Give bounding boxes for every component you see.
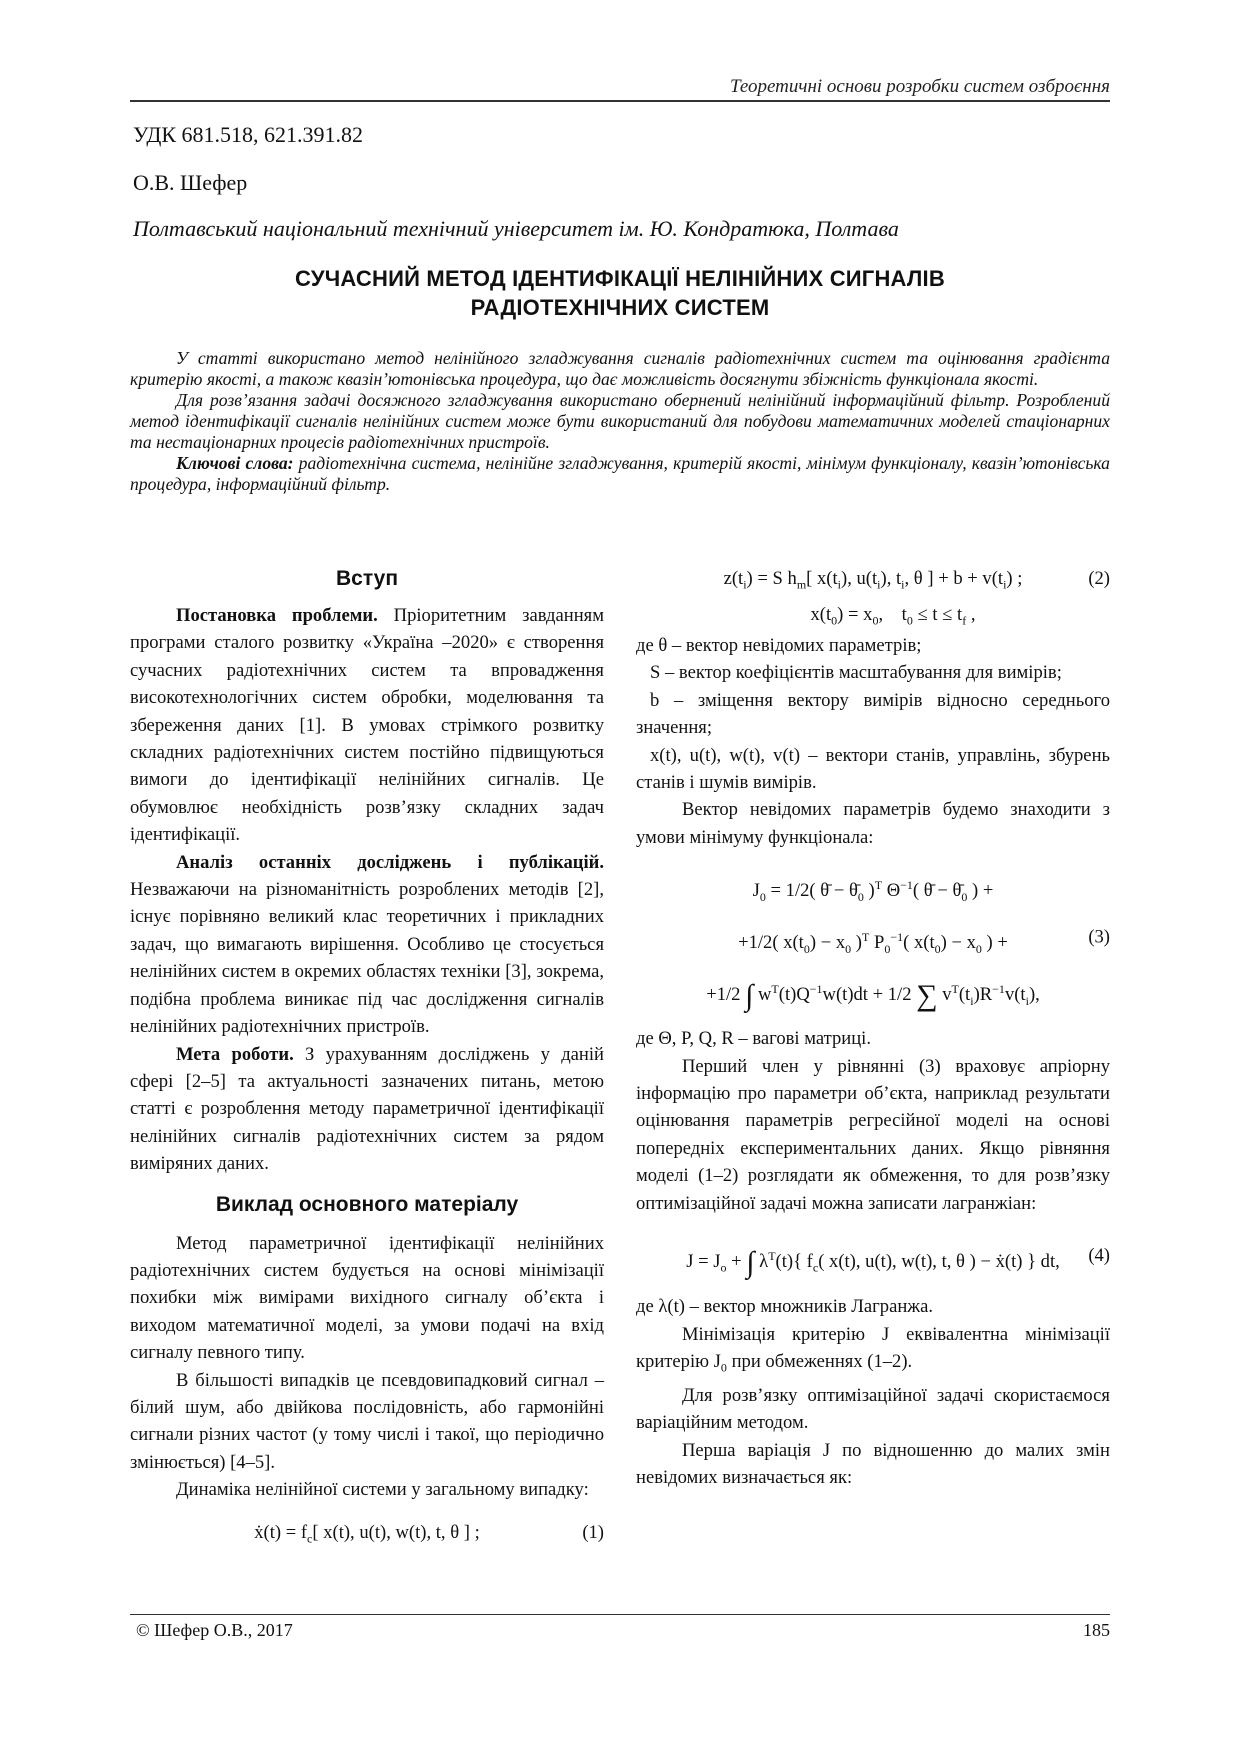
equation-3-line-3: +1/2 ∫ $w^T(t)Q^{-1}w(t)dt + 1/2$ ∑ $v^T(t_i)R^{-1}v(t_i)$, — [706, 979, 1040, 1013]
keywords-label: Ключові слова: — [176, 453, 294, 473]
variation-paragraph: Для розв’язку оптимізаційної задачі скористаємося варіаційним методом. — [636, 1385, 1110, 1434]
analysis-text: Незважаючи на різноманітність розроблених методів [2], існує порівняно великий клас теоретичних і прикладних задач, що вимагають вирішення. Особливо це стосується нелінійних систем в окремих областях техніки [3], зокрема, подібна проблема виникає під час дослідження сигналів нелінійних радіотехнічних пристроїв. — [130, 879, 604, 1038]
equation-3 — [636, 859, 1110, 1015]
minimization-paragraph: Мінімізація критерію J еквівалентна мінімізації критерію $J_0$ при обмеженнях (1–2). — [636, 1323, 1111, 1375]
equation-2-number: (2) — [1088, 568, 1110, 589]
keywords-text: радіотехнічна система, нелінійне згладжування, критерій якості, мінімум функціоналу, квазін’ютонівська процедура, інформаційний фільтр. — [130, 453, 1110, 494]
article-title — [130, 264, 1110, 322]
method-paragraph: Метод параметричної ідентифікації нелінійних радіотехнічних систем будується на основі мінімізації похибки між вимірами вихідного сигналу об’єкта і виходом математичної моделі, за умови подачі на вхід сигналу певного типу. — [130, 1232, 604, 1364]
problem-label: Постановка проблеми. — [176, 605, 378, 626]
problem-statement — [130, 602, 604, 849]
first-term-paragraph: Перший член у рівнянні (3) враховує апріорну інформацію про параметри об’єкта, наприклад результати оцінювання параметрів регресійної моделі на основі попередніх експериментальних даних. Якщо рівняння моделі (1–2) розглядати як обмеження, то для розв’язку оптимізаційної задачі можна записати лагранжіан: — [636, 1055, 1110, 1214]
analysis-label: Аналіз останніх досліджень і публікацій. — [176, 851, 604, 873]
left-column — [130, 566, 604, 1550]
equation-2-body: $z(t_i) = S$ $h_m$[ $x(t_i)$, $u(t_i)$, $t_i$, θ ] + $b + v(t_i)$ ; — [723, 568, 1023, 592]
where-lambda: де λ(t) – вектор множників Лагранжа. — [636, 1296, 934, 1318]
right-column — [636, 566, 1110, 1492]
equation-3-number: (3) — [1088, 926, 1110, 948]
equation-3-line-2: +1/2( $x(t_0) - x_0$ )$^T$ $P_0^{-1}$( $x(t_0) - x_0$ ) + — [738, 930, 1008, 957]
equation-1-number: (1) — [582, 1521, 604, 1543]
udc-code: УДК 681.518, 621.391.82 — [133, 122, 364, 147]
section-heading-main: Виклад основного матеріалу — [215, 1192, 519, 1216]
analysis-paragraph — [130, 849, 604, 1041]
running-header: Теоретичні основи розробки систем озброєння — [729, 76, 1110, 97]
abstract — [130, 348, 1110, 495]
title-line-2: РАДІОТЕХНІЧНИХ СИСТЕМ — [470, 295, 770, 320]
equation-2-initial: $x(t_0) = x_0$, $t_0 \le t \le t_f$ , — [810, 604, 976, 628]
where-s: S – вектор коефіцієнтів масштабування для вимірів; — [650, 662, 1062, 684]
equation-3-line-1: $J_0 = 1/2$( θ̄ − $\thetā_0$ )$^T$ $\Theta^{-1}$( θ̄ − $\thetā_0$ ) + — [752, 878, 994, 905]
author-affiliation: Полтавський національний технічний університет ім. Ю. Кондратюка, Полтава — [133, 216, 899, 241]
equation-4 — [636, 1225, 1110, 1287]
equation-1 — [130, 1516, 604, 1550]
equation-2 — [636, 560, 1110, 598]
title-line-1: СУЧАСНИЙ МЕТОД ІДЕНТИФІКАЦІЇ НЕЛІНІЙНИХ СИГНАЛІВ — [295, 266, 945, 291]
first-variation-paragraph: Перша варіація J по відношенню до малих змін невідомих визначається як: — [636, 1439, 1110, 1489]
goal-text: З урахуванням досліджень у даній сфері [2–5] та актуальності зазначених питань, метою статті є розроблення методу параметричної ідентифікації нелінійних сигналів радіотехнічних систем за рядом виміряних даних. — [130, 1043, 604, 1175]
equation-4-number: (4) — [1088, 1245, 1110, 1267]
author-name: О.В. Шефер — [133, 170, 248, 195]
signals-paragraph: В більшості випадків це псевдовипадковий сигнал – білий шум, або двійкова послідовність, або гармонійні сигнали різних частот (у тому числі і такої, що періодично змінюється) [4–5]. — [130, 1369, 604, 1473]
footer-rule — [130, 1614, 1110, 1615]
where-vectors: x(t), u(t), w(t), v(t) – вектори станів, управлінь, збурень станів і шумів вимірів. — [636, 744, 1110, 794]
where-theta: де θ – вектор невідомих параметрів; — [636, 635, 922, 656]
where-weights: де Θ, P, Q, R – вагові матриці. — [636, 1028, 871, 1050]
goal-label: Мета роботи. — [176, 1043, 294, 1065]
keywords — [130, 453, 1110, 495]
abstract-paragraph-2: Для розв’язання задачі досяжного згладжування використано обернений нелінійний інформаційний фільтр. Розроблений метод ідентифікації сигналів нелінійних систем може бути використаний для побудови математичних моделей стаціонарних та нестаціонарних процесів радіотехнічних пристроїв. — [130, 390, 1110, 452]
dynamics-paragraph: Динаміка нелінійної системи у загальному випадку: — [176, 1479, 589, 1501]
where-b: b – зміщення вектору вимірів відносно середнього значення; — [636, 689, 1110, 739]
copyright: © Шефер О.В., 2017 — [136, 1620, 293, 1640]
goal-paragraph — [130, 1041, 604, 1178]
header-rule — [130, 100, 1110, 102]
page-number: 185 — [1083, 1620, 1110, 1640]
section-heading-intro: Вступ — [335, 567, 398, 590]
equation-4-body: $J = J_o$ + ∫ $\lambda^T(t)${ $f_c$( x(t), u(t), w(t), t, θ ) − ẋ(t) } dt, — [686, 1246, 1060, 1280]
equation-1-body: ẋ(t) = $f_c$[ x(t), u(t), w(t), t, θ ] ; — [254, 1521, 480, 1546]
abstract-paragraph-1: У статті використано метод нелінійного згладжування сигналів радіотехнічних систем та оцінювання градієнта критерію якості, а також квазін’ютонівська процедура, що дає можливість досягнути збіжність функціонала якості. — [130, 348, 1110, 389]
problem-text: Пріоритетним завданням програми сталого розвитку «Україна –2020» є створення сучасних радіотехнічних систем та впровадження високотехнологічних систем обробки, моделювання та збереження даних [1]. В умовах стрімкого розвитку складних радіотехнічних систем постійно підвищуються вимоги до ідентифікації нелінійних сигналів. Це обумовлює необхідність розв’язку складних задач ідентифікації. — [130, 605, 604, 846]
vector-paragraph: Вектор невідомих параметрів будемо знаходити з умови мінімуму функціонала: — [636, 799, 1110, 848]
